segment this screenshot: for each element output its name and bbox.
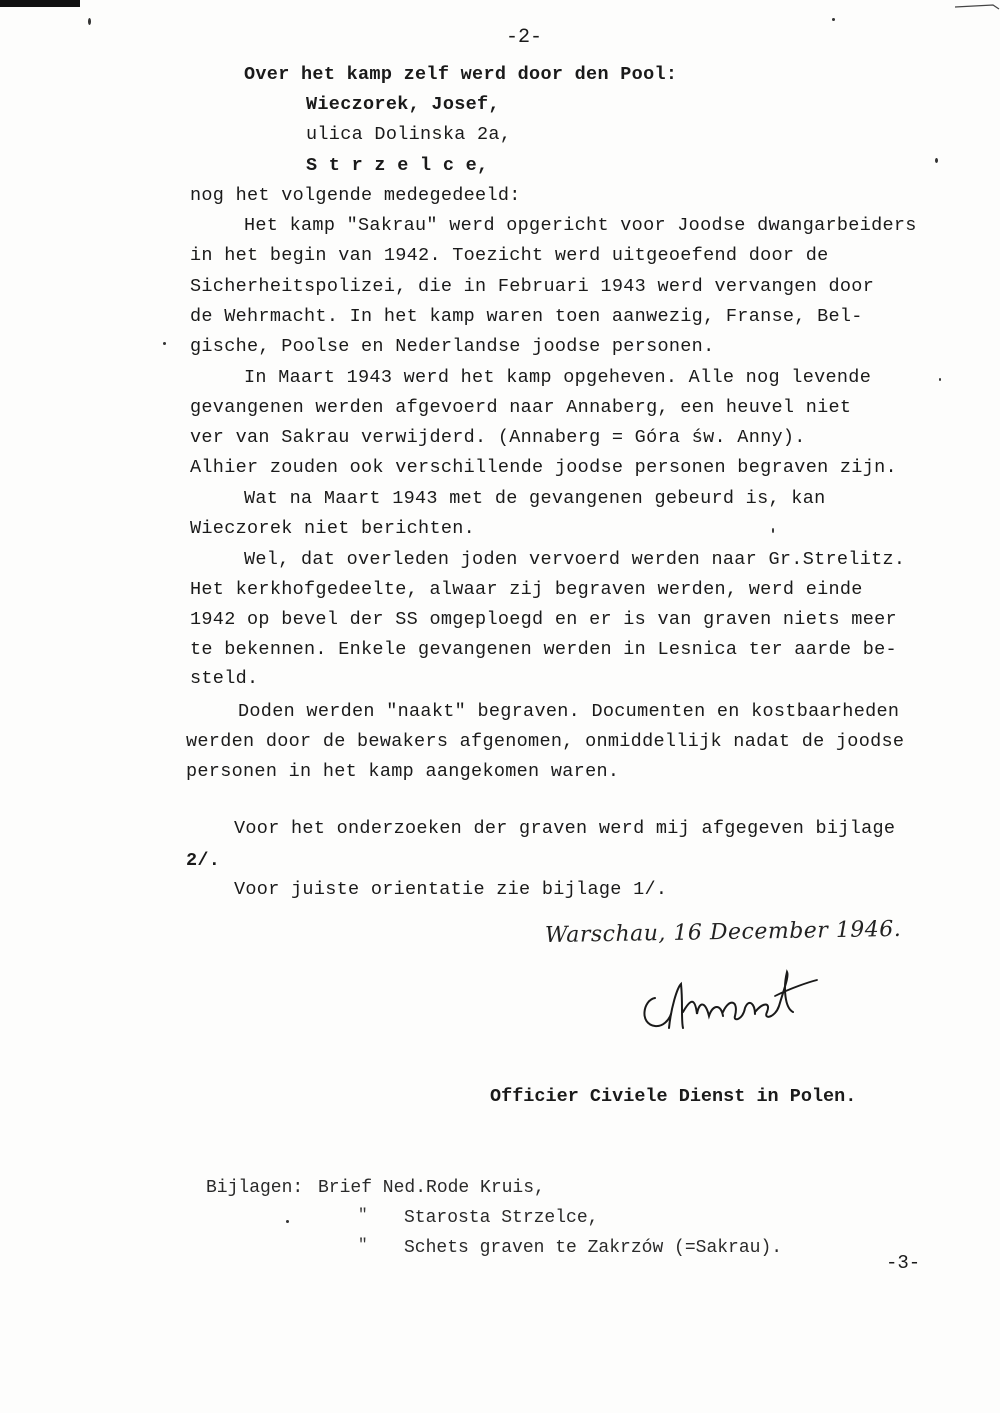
scan-corner-mark (955, 0, 1000, 10)
body-line: 2/. (186, 850, 221, 871)
body-line: Sicherheitspolizei, die in Februari 1943 werd vervangen door (190, 276, 875, 297)
scan-speck (772, 528, 774, 533)
body-line: 1942 op bevel der SS omgeploegd en er is van graven niets meer (190, 609, 897, 630)
attachments-label: Bijlagen: (206, 1178, 304, 1198)
attachment-item: Schets graven te Zakrzów (=Sakrau). (404, 1238, 783, 1258)
scan-speck (935, 158, 938, 163)
body-line: gische, Poolse en Nederlandse joodse personen. (190, 336, 715, 357)
body-line: Wel, dat overleden joden vervoerd werden naar Gr.Strelitz. (244, 549, 906, 570)
body-line: in het begin van 1942. Toezicht werd uitgeoefend door de (190, 245, 829, 266)
attachment-item: Brief Ned.Rode Kruis, (318, 1178, 545, 1198)
scan-speck (88, 18, 91, 25)
body-line: Wieczorek niet berichten. (190, 518, 476, 539)
signatory-title: Officier Civiele Dienst in Polen. (490, 1086, 857, 1107)
next-page-number: -3- (886, 1252, 921, 1274)
body-line: S t r z e l c e, (306, 155, 489, 176)
body-line: ulica Dolinska 2a, (306, 124, 512, 145)
place-date-handwritten: Warschau, 16 December 1946. (544, 916, 902, 949)
signature-icon (625, 958, 825, 1048)
body-line: Wieczorek, Josef, (306, 94, 500, 115)
attachment-item: Starosta Strzelce, (404, 1208, 599, 1228)
body-line: nog het volgende medegedeeld: (190, 185, 521, 206)
body-line: de Wehrmacht. In het kamp waren toen aanwezig, Franse, Bel- (190, 306, 863, 327)
body-line: gevangenen werden afgevoerd naar Annaberg, een heuvel niet (190, 397, 852, 418)
body-line: Doden werden "naakt" begraven. Documenten en kostbaarheden (238, 701, 900, 722)
scan-speck (939, 378, 941, 381)
body-line: steld. (190, 668, 259, 689)
scan-speck (163, 342, 166, 345)
scan-speck (286, 1220, 289, 1223)
body-line: te bekennen. Enkele gevangenen werden in Lesnica ter aarde be- (190, 639, 897, 660)
body-line: Het kamp "Sakrau" werd opgericht voor Joodse dwangarbeiders (244, 215, 917, 236)
body-line: In Maart 1943 werd het kamp opgeheven. Alle nog levende (244, 367, 872, 388)
body-line: ver van Sakrau verwijderd. (Annaberg = Góra św. Anny). (190, 427, 806, 448)
body-line: Voor het onderzoeken der graven werd mij afgegeven bijlage (234, 818, 896, 839)
scan-edge-mark (0, 0, 80, 7)
body-line: personen in het kamp aangekomen waren. (186, 761, 620, 782)
scan-speck (832, 18, 835, 21)
page-number: -2- (506, 26, 543, 49)
body-line: Wat na Maart 1943 met de gevangenen gebeurd is, kan (244, 488, 826, 509)
body-line: Het kerkhofgedeelte, alwaar zij begraven werden, werd einde (190, 579, 863, 600)
body-line: Over het kamp zelf werd door den Pool: (244, 64, 678, 85)
handwritten-signature (625, 958, 825, 1048)
body-line: Alhier zouden ook verschillende joodse personen begraven zijn. (190, 457, 897, 478)
ditto-mark: " (358, 1236, 368, 1254)
body-line: werden door de bewakers afgenomen, onmiddellijk nadat de joodse (186, 731, 905, 752)
ditto-mark: " (358, 1206, 368, 1224)
body-line: Voor juiste orientatie zie bijlage 1/. (234, 879, 668, 900)
